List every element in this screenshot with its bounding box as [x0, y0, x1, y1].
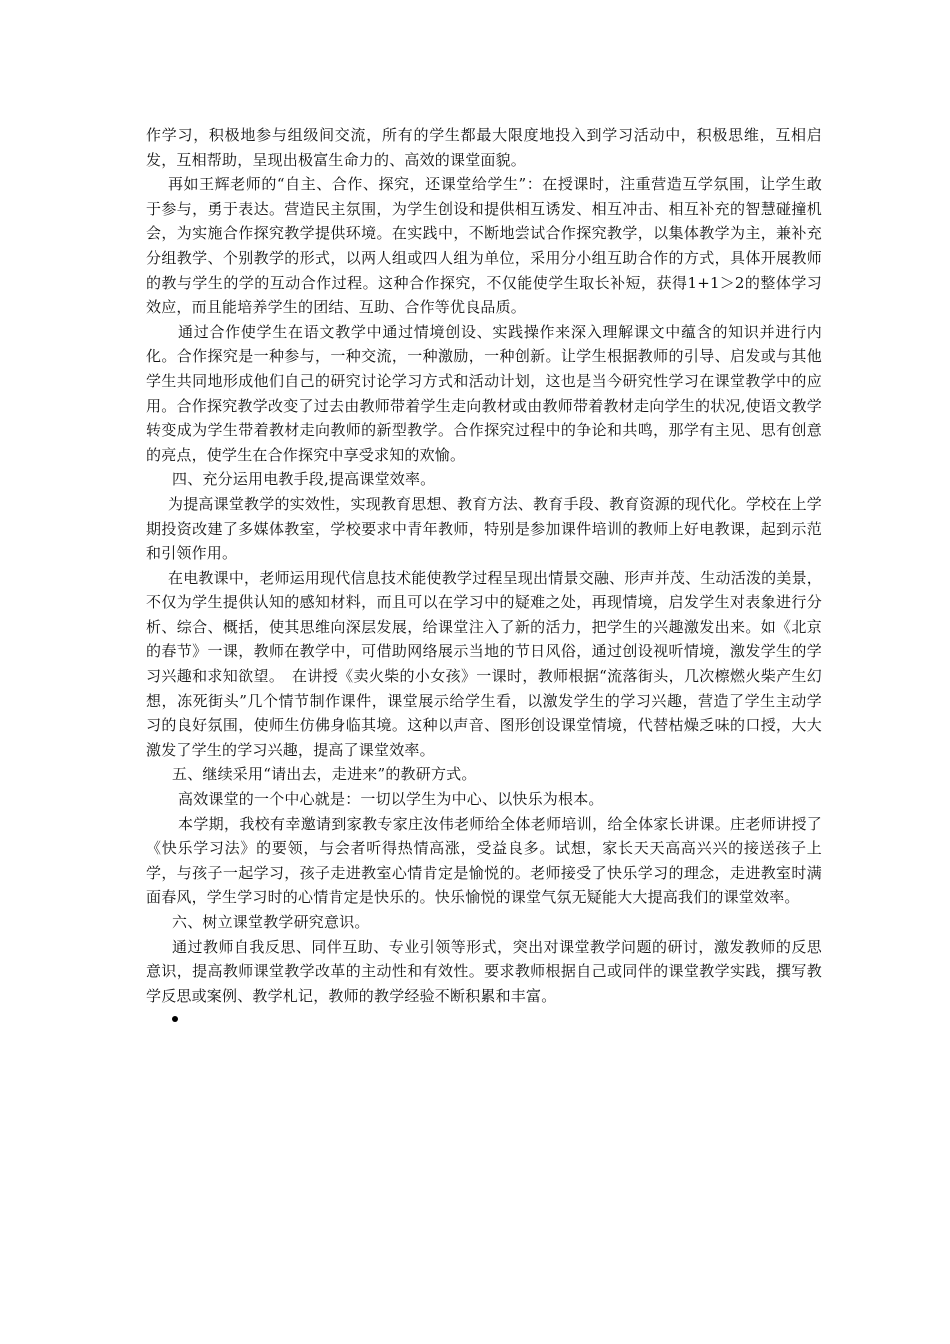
paragraph-training: 本学期，我校有幸邀请到家教专家庄汝伟老师给全体老师培训，给全体家长讲课。庄老师讲授了《快乐学习法》的要领，与会者听得热情高涨，受益良多。试想，家长天天高高兴兴的接送孩子上学，与孩子一起学习，孩子走进教室心情肯定是愉悦的。老师接受了快乐学习的理念，走进教室时满面春风，学生学习时的心情肯定是快乐的。快乐愉悦的课堂气氛无疑能大大提高我们的课堂效率。: [146, 814, 822, 907]
section-heading-5: 五、继续采用“请出去，走进来”的教研方式。: [172, 765, 477, 784]
bullet-icon: [172, 1016, 178, 1022]
paragraph-electronic-teaching: 在电教课中，老师运用现代信息技术能使教学过程呈现出情景交融、形声并茂、生动活泼的美景，不仅为学生提供认知的感知材料，而且可以在学习中的疑难之处，再现情境，启发学生对表象进行分析、综合、概括，使其思维向深层发展，给课堂注入了新的活力，把学生的兴趣激发出来。如《北京的春节》一课，教师在教学中，可借助网络展示当地的节日风俗，通过创设视听情境，激发学生的学习兴趣和求知欲望。 在讲授《卖火柴的小女孩》一课时，教师根据“流落街头，几次檫燃火柴产生幻想，冻死街头”几个情节制作课件，课堂展示给学生看，以激发学生的学习兴趣，营造了学生主动学习的良好氛围，使师生仿佛身临其境。这种以声音、图形创设课堂情境，代替枯燥乏味的口授，大大激发了学生的学习兴趣，提高了课堂效率。: [146, 568, 822, 759]
paragraph-multimedia: 为提高课堂教学的实效性，实现教育思想、教育方法、教育手段、教育资源的现代化。学校在上学期投资改建了多媒体教室，学校要求中青年教师，特别是参加课件培训的教师上好电教课，起到示范和引领作用。: [146, 494, 822, 563]
empty-list-item: [146, 1008, 822, 1032]
section-heading-4: 四、充分运用电教手段,提高课堂效率。: [172, 470, 436, 489]
paragraph-cooperation: 通过合作使学生在语文教学中通过情境创设、实践操作来深入理解课文中蕴含的知识并进行内化。合作探究是一种参与，一种交流，一种激励，一种创新。让学生根据教师的引导、启发或与其他学生共同地形成他们自己的研究讨论学习方式和活动计划，这也是当今研究性学习在课堂教学中的应用。合作探究教学改变了过去由教师带着学生走向教材或由教师带着教材走向学生的状况,使语文教学转变成为学生带着教材走向教师的新型教学。合作探究过程中的争论和共鸣，那学有主见、思有创意的亮点，使学生在合作探究中享受求知的欢愉。: [146, 322, 822, 464]
document-body: [146, 123, 822, 1032]
paragraph-efficient-classroom: 高效课堂的一个中心就是：一切以学生为中心、以快乐为根本。: [178, 790, 604, 809]
paragraph-continuation: 作学习，积极地参与组级间交流，所有的学生都最大限度地投入到学习活动中，积极思维，互相启发，互相帮助，呈现出极富生命力的、高效的课堂面貌。: [146, 126, 822, 169]
paragraph-research-awareness: 通过教师自我反思、同伴互助、专业引领等形式，突出对课堂教学问题的研讨，激发教师的反思意识，提高教师课堂教学改革的主动性和有效性。要求教师根据自己或同伴的课堂教学实践，撰写教学反思或案例、教学札记，教师的教学经验不断积累和丰富。: [146, 937, 822, 1005]
section-heading-6: 六、树立课堂教学研究意识。: [172, 913, 370, 931]
paragraph-wang-hui-example: 再如王辉老师的“自主、合作、探究，还课堂给学生”：在授课时，注重营造互学氛围，让学生敢于参与，勇于表达。营造民主氛围，为学生创设和提供相互诱发、相互冲击、相互补充的智慧碰撞机会，为实施合作探究教学提供环境。在实践中，不断地尝试合作探究教学，以集体教学为主，兼补充分组教学、个别教学的形式，以两人组或四人组为单位，采用分小组互助合作的方式，具体开展教师的教与学生的学的互动合作过程。这种合作探究，不仅能使学生取长补短，获得1+1＞2的整体学习效应，而且能培养学生的团结、互助、合作等优良品质。: [146, 175, 822, 317]
